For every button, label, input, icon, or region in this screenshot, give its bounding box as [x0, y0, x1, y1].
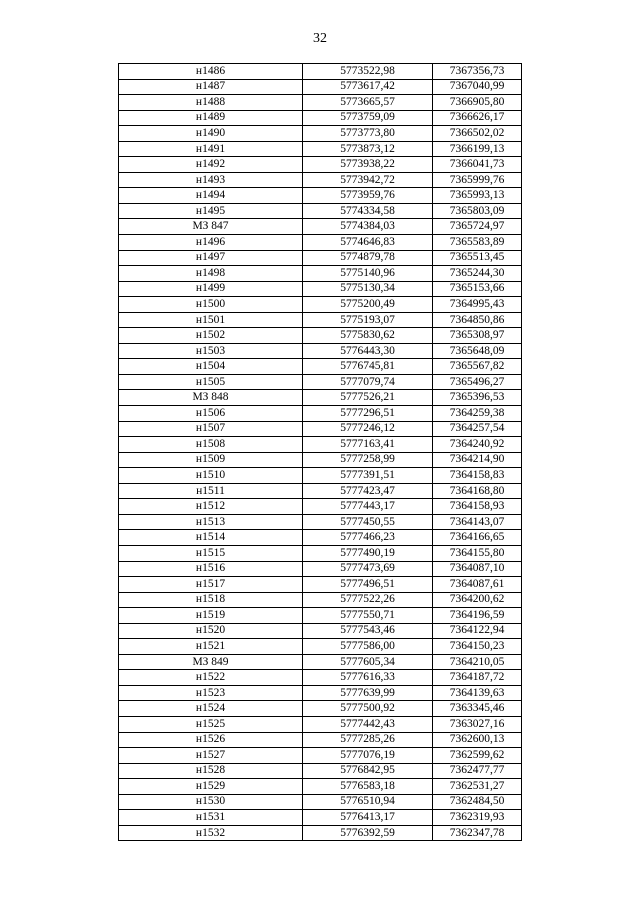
y-coordinate-cell: 7364240,92 [433, 437, 522, 453]
x-coordinate-cell: 5777605,34 [303, 654, 433, 670]
x-coordinate-cell: 5773773,80 [303, 126, 433, 142]
x-coordinate-cell: 5773938,22 [303, 157, 433, 173]
point-id-cell: н1529 [119, 779, 303, 795]
table-row [119, 514, 522, 530]
y-coordinate-cell: 7364850,86 [433, 312, 522, 328]
table-row [119, 157, 522, 173]
x-coordinate-cell: 5776413,17 [303, 810, 433, 826]
table-row [119, 110, 522, 126]
table-row [119, 732, 522, 748]
table-row [119, 483, 522, 499]
point-id-cell: н1486 [119, 64, 303, 80]
x-coordinate-cell: 5777285,26 [303, 732, 433, 748]
x-coordinate-cell: 5777296,51 [303, 406, 433, 422]
point-id-cell: н1508 [119, 437, 303, 453]
x-coordinate-cell: 5777490,19 [303, 545, 433, 561]
y-coordinate-cell: 7365244,30 [433, 266, 522, 282]
x-coordinate-cell: 5774384,03 [303, 219, 433, 235]
table-row [119, 141, 522, 157]
table-row [119, 235, 522, 251]
x-coordinate-cell: 5777079,74 [303, 374, 433, 390]
table-row [119, 64, 522, 80]
point-id-cell: МЗ 847 [119, 219, 303, 235]
x-coordinate-cell: 5776583,18 [303, 779, 433, 795]
x-coordinate-cell: 5773665,57 [303, 95, 433, 111]
table-row [119, 685, 522, 701]
point-id-cell: н1524 [119, 701, 303, 717]
point-id-cell: н1521 [119, 639, 303, 655]
x-coordinate-cell: 5777616,33 [303, 670, 433, 686]
y-coordinate-cell: 7366199,13 [433, 141, 522, 157]
point-id-cell: н1487 [119, 79, 303, 95]
point-id-cell: н1532 [119, 825, 303, 841]
point-id-cell: н1499 [119, 281, 303, 297]
y-coordinate-cell: 7365567,82 [433, 359, 522, 375]
y-coordinate-cell: 7364166,65 [433, 530, 522, 546]
x-coordinate-cell: 5776842,95 [303, 763, 433, 779]
y-coordinate-cell: 7364087,61 [433, 577, 522, 593]
y-coordinate-cell: 7364210,05 [433, 654, 522, 670]
point-id-cell: н1502 [119, 328, 303, 344]
point-id-cell: н1515 [119, 545, 303, 561]
table-row [119, 530, 522, 546]
x-coordinate-cell: 5777543,46 [303, 623, 433, 639]
y-coordinate-cell: 7364995,43 [433, 297, 522, 313]
table-row [119, 172, 522, 188]
x-coordinate-cell: 5777466,23 [303, 530, 433, 546]
table-row [119, 390, 522, 406]
y-coordinate-cell: 7365993,13 [433, 188, 522, 204]
point-id-cell: н1511 [119, 483, 303, 499]
point-id-cell: н1517 [119, 577, 303, 593]
y-coordinate-cell: 7362484,50 [433, 794, 522, 810]
y-coordinate-cell: 7365583,89 [433, 235, 522, 251]
y-coordinate-cell: 7364122,94 [433, 623, 522, 639]
x-coordinate-cell: 5773942,72 [303, 172, 433, 188]
x-coordinate-cell: 5774646,83 [303, 235, 433, 251]
table-row [119, 623, 522, 639]
x-coordinate-cell: 5777076,19 [303, 748, 433, 764]
x-coordinate-cell: 5777246,12 [303, 421, 433, 437]
point-id-cell: н1523 [119, 685, 303, 701]
x-coordinate-cell: 5775130,34 [303, 281, 433, 297]
x-coordinate-cell: 5775200,49 [303, 297, 433, 313]
point-id-cell: н1530 [119, 794, 303, 810]
point-id-cell: н1500 [119, 297, 303, 313]
y-coordinate-cell: 7364259,38 [433, 406, 522, 422]
y-coordinate-cell: 7365648,09 [433, 343, 522, 359]
table-row [119, 297, 522, 313]
point-id-cell: н1512 [119, 499, 303, 515]
y-coordinate-cell: 7367040,99 [433, 79, 522, 95]
x-coordinate-cell: 5777163,41 [303, 437, 433, 453]
point-id-cell: н1514 [119, 530, 303, 546]
y-coordinate-cell: 7364168,80 [433, 483, 522, 499]
point-id-cell: н1507 [119, 421, 303, 437]
y-coordinate-cell: 7365999,76 [433, 172, 522, 188]
y-coordinate-cell: 7364155,80 [433, 545, 522, 561]
point-id-cell: н1489 [119, 110, 303, 126]
y-coordinate-cell: 7365496,27 [433, 374, 522, 390]
point-id-cell: н1495 [119, 203, 303, 219]
y-coordinate-cell: 7362319,93 [433, 810, 522, 826]
point-id-cell: н1510 [119, 468, 303, 484]
page-number: 32 [313, 31, 327, 46]
y-coordinate-cell: 7364139,63 [433, 685, 522, 701]
table-row [119, 266, 522, 282]
point-id-cell: н1504 [119, 359, 303, 375]
x-coordinate-cell: 5777473,69 [303, 561, 433, 577]
y-coordinate-cell: 7364257,54 [433, 421, 522, 437]
x-coordinate-cell: 5777258,99 [303, 452, 433, 468]
table-row [119, 810, 522, 826]
point-id-cell: н1493 [119, 172, 303, 188]
table-row [119, 219, 522, 235]
x-coordinate-cell: 5773873,12 [303, 141, 433, 157]
y-coordinate-cell: 7365724,97 [433, 219, 522, 235]
x-coordinate-cell: 5777526,21 [303, 390, 433, 406]
point-id-cell: н1497 [119, 250, 303, 266]
x-coordinate-cell: 5777450,55 [303, 514, 433, 530]
x-coordinate-cell: 5777522,26 [303, 592, 433, 608]
x-coordinate-cell: 5777496,51 [303, 577, 433, 593]
x-coordinate-cell: 5777391,51 [303, 468, 433, 484]
x-coordinate-cell: 5773759,09 [303, 110, 433, 126]
table-row [119, 203, 522, 219]
table-row [119, 608, 522, 624]
point-id-cell: н1488 [119, 95, 303, 111]
x-coordinate-cell: 5775193,07 [303, 312, 433, 328]
point-id-cell: МЗ 849 [119, 654, 303, 670]
y-coordinate-cell: 7365803,09 [433, 203, 522, 219]
y-coordinate-cell: 7364158,83 [433, 468, 522, 484]
point-id-cell: н1522 [119, 670, 303, 686]
y-coordinate-cell: 7366626,17 [433, 110, 522, 126]
x-coordinate-cell: 5777639,99 [303, 685, 433, 701]
table-row [119, 716, 522, 732]
table-row [119, 670, 522, 686]
table-row [119, 312, 522, 328]
point-id-cell: н1506 [119, 406, 303, 422]
x-coordinate-cell: 5776443,30 [303, 343, 433, 359]
y-coordinate-cell: 7363027,16 [433, 716, 522, 732]
y-coordinate-cell: 7364214,90 [433, 452, 522, 468]
x-coordinate-cell: 5777500,92 [303, 701, 433, 717]
y-coordinate-cell: 7362599,62 [433, 748, 522, 764]
table-row [119, 406, 522, 422]
coordinates-table-body [119, 64, 522, 841]
table-row [119, 468, 522, 484]
table-row [119, 250, 522, 266]
x-coordinate-cell: 5777423,47 [303, 483, 433, 499]
point-id-cell: н1503 [119, 343, 303, 359]
table-row [119, 328, 522, 344]
y-coordinate-cell: 7364200,62 [433, 592, 522, 608]
point-id-cell: н1492 [119, 157, 303, 173]
table-row [119, 825, 522, 841]
x-coordinate-cell: 5775140,96 [303, 266, 433, 282]
x-coordinate-cell: 5777586,00 [303, 639, 433, 655]
y-coordinate-cell: 7366905,80 [433, 95, 522, 111]
table-row [119, 374, 522, 390]
table-row [119, 437, 522, 453]
point-id-cell: н1526 [119, 732, 303, 748]
y-coordinate-cell: 7362477,77 [433, 763, 522, 779]
table-row [119, 794, 522, 810]
point-id-cell: н1518 [119, 592, 303, 608]
y-coordinate-cell: 7365513,45 [433, 250, 522, 266]
table-row [119, 748, 522, 764]
table-row [119, 763, 522, 779]
x-coordinate-cell: 5774879,78 [303, 250, 433, 266]
x-coordinate-cell: 5776510,94 [303, 794, 433, 810]
point-id-cell: н1509 [119, 452, 303, 468]
table-row [119, 359, 522, 375]
table-row [119, 779, 522, 795]
y-coordinate-cell: 7364196,59 [433, 608, 522, 624]
table-row [119, 545, 522, 561]
x-coordinate-cell: 5777550,71 [303, 608, 433, 624]
point-id-cell: н1491 [119, 141, 303, 157]
table-row [119, 79, 522, 95]
point-id-cell: н1513 [119, 514, 303, 530]
x-coordinate-cell: 5773959,76 [303, 188, 433, 204]
y-coordinate-cell: 7364150,23 [433, 639, 522, 655]
table-row [119, 126, 522, 142]
y-coordinate-cell: 7364087,10 [433, 561, 522, 577]
table-row [119, 281, 522, 297]
y-coordinate-cell: 7365153,66 [433, 281, 522, 297]
table-row [119, 654, 522, 670]
table-row [119, 452, 522, 468]
x-coordinate-cell: 5777443,17 [303, 499, 433, 515]
point-id-cell: н1490 [119, 126, 303, 142]
y-coordinate-cell: 7364187,72 [433, 670, 522, 686]
table-row [119, 343, 522, 359]
point-id-cell: н1516 [119, 561, 303, 577]
point-id-cell: н1498 [119, 266, 303, 282]
point-id-cell: н1501 [119, 312, 303, 328]
x-coordinate-cell: 5776392,59 [303, 825, 433, 841]
x-coordinate-cell: 5777442,43 [303, 716, 433, 732]
point-id-cell: н1525 [119, 716, 303, 732]
point-id-cell: н1520 [119, 623, 303, 639]
point-id-cell: н1527 [119, 748, 303, 764]
point-id-cell: н1528 [119, 763, 303, 779]
table-row [119, 499, 522, 515]
y-coordinate-cell: 7366041,73 [433, 157, 522, 173]
x-coordinate-cell: 5774334,58 [303, 203, 433, 219]
table-row [119, 577, 522, 593]
table-row [119, 639, 522, 655]
point-id-cell: н1494 [119, 188, 303, 204]
point-id-cell: МЗ 848 [119, 390, 303, 406]
y-coordinate-cell: 7363345,46 [433, 701, 522, 717]
y-coordinate-cell: 7362347,78 [433, 825, 522, 841]
point-id-cell: н1496 [119, 235, 303, 251]
table-row [119, 188, 522, 204]
table-row [119, 95, 522, 111]
coordinates-table [118, 63, 522, 841]
point-id-cell: н1519 [119, 608, 303, 624]
point-id-cell: н1531 [119, 810, 303, 826]
y-coordinate-cell: 7364143,07 [433, 514, 522, 530]
point-id-cell: н1505 [119, 374, 303, 390]
table-row [119, 561, 522, 577]
y-coordinate-cell: 7362600,13 [433, 732, 522, 748]
x-coordinate-cell: 5776745,81 [303, 359, 433, 375]
table-row [119, 592, 522, 608]
x-coordinate-cell: 5773617,42 [303, 79, 433, 95]
y-coordinate-cell: 7366502,02 [433, 126, 522, 142]
y-coordinate-cell: 7365308,97 [433, 328, 522, 344]
y-coordinate-cell: 7365396,53 [433, 390, 522, 406]
x-coordinate-cell: 5775830,62 [303, 328, 433, 344]
table-row [119, 701, 522, 717]
y-coordinate-cell: 7367356,73 [433, 64, 522, 80]
y-coordinate-cell: 7364158,93 [433, 499, 522, 515]
table-row [119, 421, 522, 437]
x-coordinate-cell: 5773522,98 [303, 64, 433, 80]
y-coordinate-cell: 7362531,27 [433, 779, 522, 795]
